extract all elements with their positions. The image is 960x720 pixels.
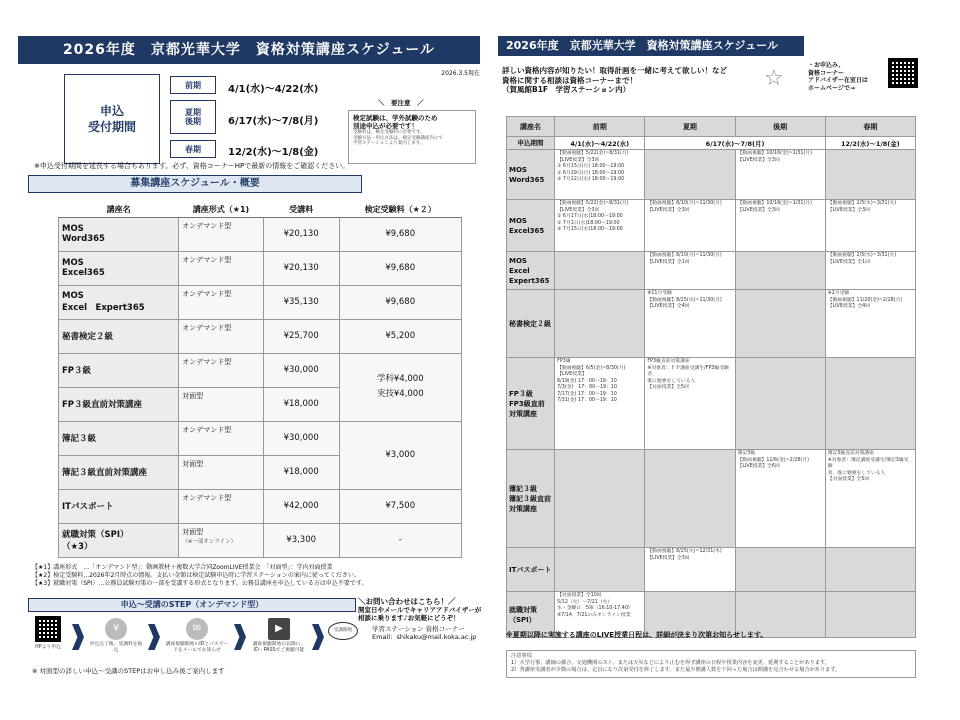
cell-line: 【LIVE授業】全4回	[827, 304, 870, 309]
course-format: オンデマンド型	[179, 353, 264, 387]
cell-line: 【LIVE授業】全3回	[737, 157, 780, 163]
term-label-spring	[170, 76, 216, 94]
side-note-line: 資格コーナー	[808, 69, 845, 77]
cell-line: 【動画視聴】11/6(金)~2/28(月)	[737, 457, 809, 463]
step-label: 講座視聴開始のIDとパスワードをメールでお知らせ	[165, 642, 229, 653]
caution-line: 検定試験は、学外試験のため	[353, 114, 438, 122]
period-row	[507, 137, 916, 150]
schedule-cell	[825, 450, 915, 548]
cell-line: 【LIVE授業】全4回	[647, 304, 690, 309]
cell-line: ※7/14、7/21のみオンライン授業	[557, 612, 631, 618]
notice-line: 2）各講座受講者が少数の場合は、定員になり次第受付を終了します。また最少開講人数を下回った場合は開講を見合わせる場合があります。	[511, 667, 841, 673]
schedule-cell	[645, 200, 735, 252]
col-header: 講座名	[507, 117, 555, 137]
course-name	[59, 217, 179, 251]
schedule-row	[507, 150, 916, 200]
name-line: MOS	[509, 256, 527, 265]
qr-code-icon[interactable]	[888, 58, 918, 88]
course-format: オンデマンド型	[179, 285, 264, 319]
period-winter: 12/2(水)～1/8(金)	[825, 137, 915, 150]
cell-line: 【対面授業】全10回	[557, 593, 602, 598]
term-label-text: 春期	[185, 144, 201, 154]
cell-line: 【動画視聴】8/25(火)~12/31(木)	[647, 549, 722, 554]
schedule-course-name	[507, 358, 555, 450]
cell-line: ③ 7月15日(水)18:00～19:00	[557, 227, 623, 232]
cell-line: 【動画視聴】10/16(金)~1/31(月)	[737, 201, 813, 206]
live-schedule-note: ※夏期以降に実施する講座のLIVE授業日程は、詳細が決まり次第お知らせします。	[506, 631, 768, 639]
name-line: 対策講座	[509, 409, 537, 418]
side-note-line: ホームページで→	[808, 84, 855, 92]
footnote: 【★2】検定受験料…2026年2月時点の情報。支払い金額は検定試験申込時に学習ステーションの案内に従ってください。	[32, 572, 360, 579]
cell-line: 水・金曜日 5限（16:10-17:40)	[557, 606, 630, 611]
col-header: 講座名	[59, 202, 179, 217]
cell-line: 【動画視聴】5/22(金)~8/31(月)	[557, 201, 629, 206]
name-line: （★3）	[62, 542, 93, 552]
cell-line: 【LIVE授業】全3回	[737, 207, 780, 213]
app-label-1: 申込	[99, 104, 124, 118]
exam-fee	[339, 353, 462, 421]
schedule-cell	[735, 150, 825, 200]
schedule-row	[507, 548, 916, 592]
cell-line: ※対象者：ＦＰ講座受講生/FP3級受験者、	[647, 365, 729, 377]
empty-cell	[555, 548, 645, 592]
mail-icon: ✉	[186, 618, 208, 640]
exam-fee: -	[339, 523, 462, 557]
course-format: 対面型	[179, 387, 264, 421]
course-name	[59, 251, 179, 285]
cell-line: 者、既に勉強をしている人	[827, 470, 886, 476]
course-format: 対面型	[179, 455, 264, 489]
cell-line: FP3級	[557, 359, 571, 364]
step-1	[28, 616, 68, 662]
cell-line: 【対面授業】全5回	[827, 477, 870, 482]
col-header: 春期	[825, 117, 915, 137]
cell-line: 【LIVE授業】全3回	[647, 207, 690, 213]
step-3	[164, 616, 230, 662]
schedule-cell	[825, 200, 915, 252]
course-name: 簿記３級直前対策講座	[59, 455, 179, 489]
right-page	[498, 36, 922, 676]
cell-line: 【LIVE授業】全1回	[827, 259, 870, 265]
course-name: ITパスポート	[59, 489, 179, 523]
cell-line: 【動画視聴】5/22(金)~8/31(月)	[557, 151, 629, 156]
schedule-course-name	[507, 290, 555, 358]
format-sub: （※一部オンライン）	[182, 538, 237, 545]
cell-line: 【動画視聴】8/10(月)~11/30(月)	[647, 253, 722, 258]
col-header: 検定受験料（★２）	[339, 202, 462, 217]
contact-email[interactable]: Email：shikaku@mail.koka.ac.jp	[372, 633, 477, 641]
cell-line: 7/17(金) 17：00～19：10	[557, 391, 617, 397]
contact-line: 開室日やメールでキャリアアドバイザーが	[358, 606, 482, 614]
schedule-cell	[735, 450, 825, 548]
caution-small: 受験方法・申込方法は、検定受験講座内にて	[353, 135, 443, 141]
name-line: 就職対策（SPI）	[62, 530, 129, 540]
star-mascot-icon: ☆	[764, 66, 784, 91]
term-label-winter	[170, 140, 216, 158]
cell-line: 【動画視聴】10/16(金)~1/31(月)	[737, 151, 813, 156]
notice-title: 注意事項	[511, 653, 532, 659]
schedule-row	[507, 450, 916, 548]
schedule-row	[507, 252, 916, 290]
term-date-winter: 12/2(水)～1/8(金)	[228, 147, 319, 158]
caution-small: 受験料は、検定受験料に必要です。	[353, 130, 425, 135]
cell-line: 既に勉強をしている人	[647, 378, 696, 384]
term-date-summer: 6/17(水)～7/8(月)	[228, 116, 319, 127]
cell-line: ③ 7月22日(水) 18:00～19:00	[557, 177, 625, 182]
schedule-course-name	[507, 252, 555, 290]
name-line: 対策講座	[509, 504, 537, 513]
course-name: FP３級	[59, 353, 179, 387]
name-line: MOS	[62, 291, 84, 301]
course-fee: ¥3,300	[263, 523, 339, 557]
term-label-text: 後期	[185, 117, 201, 126]
col-header: 後期	[735, 117, 825, 137]
name-line: 就職対策	[509, 605, 537, 614]
name-line: MOS	[509, 165, 527, 174]
period-summer-fall: 6/17(水)～7/8(月)	[645, 137, 825, 150]
footnote: 【★3】就職対策（SPI）…公務員試験対策の一部を受講する形式となります。公務員講座を申込している方は申込不要です。	[32, 580, 368, 587]
arrow-icon	[148, 624, 160, 650]
cell-line: 【動画視聴】11/20(金)~2/28(月)	[827, 297, 903, 303]
schedule-cell	[825, 252, 915, 290]
name-line: FP３級	[509, 389, 533, 398]
step-2	[88, 616, 144, 662]
exam-fee: ¥3,000	[339, 421, 462, 489]
empty-cell	[735, 290, 825, 358]
cell-line: 【動画視聴】2/5(水)~3/31(火)	[827, 253, 897, 258]
schedule-cell	[555, 200, 645, 252]
name-line: MOS	[62, 258, 84, 268]
notice-box	[506, 650, 916, 678]
name-line: Excel	[509, 266, 530, 275]
speech-bubble-icon: 受講開始	[328, 622, 358, 640]
cell-line: ※対象者：簿記講座受講生/簿記3級受験	[827, 457, 909, 469]
notice-line: 1）大学行事、講師の都合、交通機関のスト、または天災などにより止むを得ず講座の日程や授業内容を変更、延期することがあります。	[511, 660, 830, 666]
name-line: MOS	[62, 224, 84, 234]
course-name: 秘書検定２級	[59, 319, 179, 353]
term-label-text: 前期	[185, 80, 201, 90]
course-format: オンデマンド型	[179, 489, 264, 523]
period-label: 申込期間	[507, 137, 555, 150]
exam-fee: ¥7,500	[339, 489, 462, 523]
table-row	[59, 285, 462, 319]
name-line: Word365	[62, 234, 105, 244]
course-fee: ¥18,000	[263, 455, 339, 489]
caution-title: ＼ 要注意 ／	[378, 99, 424, 107]
course-format: オンデマンド型	[179, 217, 264, 251]
empty-cell	[735, 358, 825, 450]
schedule-cell	[645, 290, 735, 358]
cell-line: ① 6月15日(月) 18:00～19:00	[557, 164, 625, 169]
name-line: 簿記３級	[509, 484, 537, 493]
intro-line: （賀風館B1F 学習ステーション内）	[502, 85, 631, 94]
cell-line: 7/3(金) 17：00～19：10	[557, 385, 617, 390]
col-header: 講座形式（★1)	[179, 202, 264, 217]
left-title: 2026年度 京都光華大学 資格対策講座スケジュール	[18, 36, 480, 64]
schedule-cell	[825, 290, 915, 358]
exam-fee: ¥9,680	[339, 251, 462, 285]
app-label-2: 受付期間	[87, 120, 136, 134]
course-table	[58, 202, 462, 558]
caution-box	[348, 110, 476, 164]
contact-place: 学習ステーション 資格コーナー	[372, 625, 465, 633]
intro-text	[502, 66, 727, 95]
step-label: 申込完了後、受講料を振込	[89, 642, 143, 653]
in-person-note: ※ 対面型の詳しい申込～受講のSTEPはお申し込み後ご案内します	[32, 667, 225, 675]
schedule-cell	[555, 150, 645, 200]
qr-code-icon[interactable]	[35, 616, 61, 642]
empty-cell	[735, 252, 825, 290]
name-line: Expert365	[509, 276, 550, 285]
table-row	[59, 353, 462, 387]
schedule-row	[507, 290, 916, 358]
course-fee: ¥42,000	[263, 489, 339, 523]
caution-line: 別途申込が必要です！	[353, 122, 418, 130]
course-format	[179, 523, 264, 557]
term-label-summer	[170, 100, 216, 134]
contact-line: 相談に乗ります♪お気軽にどうぞ！	[358, 614, 460, 622]
name-line: Excel365	[509, 226, 545, 235]
table-row	[59, 251, 462, 285]
name-line: Excel365	[62, 268, 105, 278]
course-fee: ¥20,130	[263, 251, 339, 285]
cell-line: ② 7月1日(水)18:00～19:00	[557, 220, 620, 226]
course-name	[59, 285, 179, 319]
cell-line: 6/19(金) 17：00～19：10	[557, 378, 617, 384]
cell-line: 【動画視聴】6/5(金)~8/30(月)	[557, 365, 626, 371]
table-row	[59, 319, 462, 353]
application-period-box	[64, 74, 160, 164]
cell-line: ② 6月29日(月) 18:00～19:00	[557, 170, 625, 176]
step-title: 申込～受講のSTEP（オンデマンド型）	[28, 598, 356, 612]
cell-line: 簿記3級直前対策講座	[827, 451, 874, 456]
step-4	[250, 616, 308, 662]
col-header: 前期	[555, 117, 645, 137]
arrow-icon	[234, 624, 246, 650]
schedule-cell	[645, 252, 735, 290]
name-line: 秘書検定２級	[509, 319, 551, 328]
arrow-icon	[312, 624, 324, 650]
cell-line: 【LIVE授業】全3回	[557, 207, 600, 213]
course-fee: ¥20,130	[263, 217, 339, 251]
course-name: FP３級直前対策講座	[59, 387, 179, 421]
empty-cell	[825, 358, 915, 450]
side-note-line: ・お申込み、	[808, 62, 845, 69]
cell-line: 【LIVE授業】全1回	[647, 259, 690, 265]
course-fee: ¥30,000	[263, 353, 339, 387]
empty-cell	[735, 548, 825, 592]
empty-cell	[825, 592, 915, 638]
name-line: Word365	[509, 175, 545, 184]
cell-line: 【動画視聴】8/25(火)~11/30(月)	[647, 297, 722, 303]
monitor-icon: ▶	[268, 618, 290, 640]
table-row	[59, 421, 462, 455]
course-format: オンデマンド型	[179, 421, 264, 455]
period-spring: 4/1(水)～4/22(水)	[555, 137, 645, 150]
table-row	[59, 489, 462, 523]
cell-line: 【LIVE授業】全3回	[647, 555, 690, 561]
empty-cell	[825, 150, 915, 200]
cell-line: ① 6月17日(水)18:00～19:00	[557, 214, 623, 219]
exam-fee: ¥9,680	[339, 285, 462, 319]
empty-cell	[555, 450, 645, 548]
yen-coin-icon: ¥	[105, 618, 127, 640]
cell-line: 【対面授業】全5回	[647, 385, 689, 390]
empty-cell	[555, 252, 645, 290]
schedule-cell	[555, 358, 645, 450]
contact-heading: ＼お問い合わせはこちら！／	[358, 597, 456, 606]
term-label-text: 夏期	[185, 108, 201, 117]
course-name	[59, 523, 179, 557]
arrow-icon	[72, 624, 84, 650]
right-title: 2026年度 京都光華大学 資格対策講座スケジュール	[498, 36, 804, 56]
intro-line: 詳しい資格内容が知りたい！取得計画を一緒に考えて欲しい！など	[502, 66, 727, 75]
cell-line: 【動画視聴】2/5(水)~3/31(火)	[827, 201, 897, 206]
exam-line: 実技¥4,000	[376, 389, 424, 399]
empty-cell	[555, 290, 645, 358]
name-line: ITパスポート	[509, 565, 552, 574]
course-format: オンデマンド型	[179, 251, 264, 285]
cell-line: 【LIVE授業】全3回	[827, 207, 870, 213]
format-line: 対面型	[182, 527, 204, 536]
steps-flow	[28, 616, 358, 664]
term-date-spring: 4/1(水)～4/22(水)	[228, 84, 319, 95]
side-note-line: アドバイザー在室日は	[808, 77, 868, 84]
name-line: MOS	[509, 216, 527, 225]
table-row	[59, 217, 462, 251]
cell-line: 7/31(金) 17：00～19：10	[557, 398, 617, 403]
cell-line: 【LIVE授業】全3回	[557, 157, 600, 163]
cell-line: 【LIVE授業】全6回	[737, 464, 780, 469]
schedule-table	[506, 116, 916, 638]
step-label: 講座視聴開始日以降に、ID・PASSでご視聴可能	[252, 642, 306, 653]
schedule-course-name	[507, 450, 555, 548]
course-fee: ¥25,700	[263, 319, 339, 353]
name-line: 簿記３級直前	[509, 494, 551, 503]
name-line: Excel Expert365	[62, 303, 145, 313]
empty-cell	[825, 548, 915, 592]
contact-box	[358, 598, 484, 641]
extension-note: ※申込受付期間を延長する場合もあります。必ず、資格コーナーHPで最新の情報をご確認ください。	[34, 162, 350, 170]
schedule-cell	[735, 200, 825, 252]
left-page	[18, 36, 480, 676]
schedule-cell	[645, 548, 735, 592]
name-line: （SPI）	[509, 615, 536, 624]
footnotes	[32, 564, 367, 588]
cell-line: 【LIVE授業】	[557, 372, 587, 377]
exam-fee: ¥5,200	[339, 319, 462, 353]
col-header: 夏期	[645, 117, 735, 137]
course-fee: ¥35,130	[263, 285, 339, 319]
exam-line: 学科¥4,000	[376, 374, 424, 384]
cell-line: 簿記3級	[737, 451, 755, 456]
cell-line: 5/12（火）～7/21（火）	[557, 599, 613, 605]
footnote: 【★1】講座形式 …「オンデマンド型」：動画教材＋複数大学合同ZoomLIVE授業会 「対面型」：学内対面授業	[32, 564, 333, 571]
schedule-course-name	[507, 548, 555, 592]
caution-small: 学習ステーションより案内します。	[353, 141, 425, 146]
step-5	[326, 616, 360, 662]
course-fee: ¥18,000	[263, 387, 339, 421]
schedule-row	[507, 358, 916, 450]
empty-cell	[645, 150, 735, 200]
col-header: 受講料	[263, 202, 339, 217]
name-line: FP3級直前	[509, 399, 545, 408]
course-name: 簿記３級	[59, 421, 179, 455]
side-note	[808, 62, 868, 92]
step-label: HPより申込	[35, 645, 61, 650]
course-fee: ¥30,000	[263, 421, 339, 455]
intro-line: 資格に関する相談は資格コーナーまで！	[502, 75, 637, 85]
cell-line: ※2月受験	[827, 291, 850, 296]
as-of-date: 2026.3.5現在	[441, 70, 480, 77]
empty-cell	[645, 450, 735, 548]
section-title: 募集講座スケジュール・概要	[28, 175, 362, 193]
schedule-row	[507, 200, 916, 252]
exam-fee: ¥9,680	[339, 217, 462, 251]
cell-line: FP3級直前対策講座	[647, 359, 690, 364]
cell-line: ※11月受験	[647, 291, 672, 296]
course-format: オンデマンド型	[179, 319, 264, 353]
schedule-course-name	[507, 150, 555, 200]
schedule-cell	[645, 358, 735, 450]
table-row	[59, 523, 462, 557]
schedule-course-name	[507, 200, 555, 252]
cell-line: 【動画視聴】8/10(月)~11/30(月)	[647, 201, 722, 206]
